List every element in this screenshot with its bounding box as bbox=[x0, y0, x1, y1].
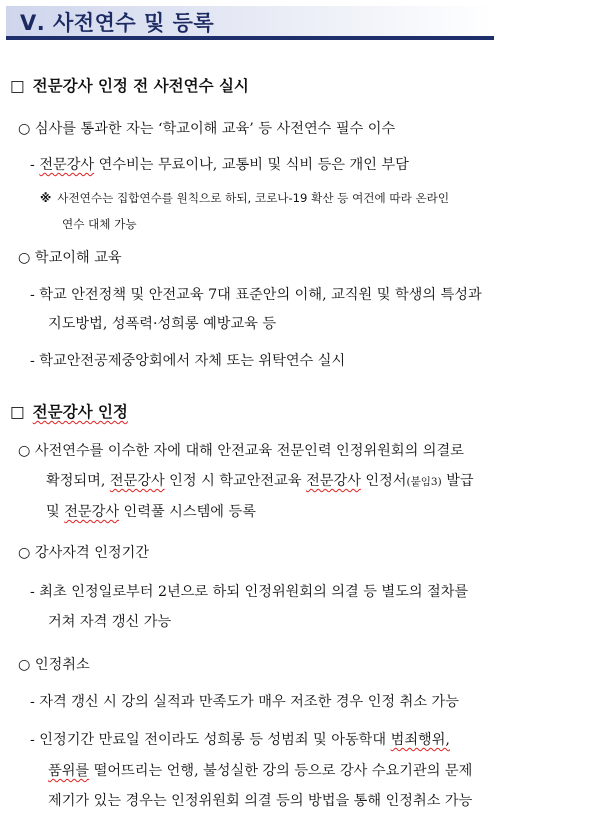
attachment-ref: (붙임3) bbox=[406, 476, 442, 488]
dash-item-training-host: - 학교안전공제중앙회에서 자체 또는 위탁연수 실시 bbox=[30, 353, 346, 369]
section-banner bbox=[6, 6, 494, 40]
circle-item-confirmation-l2: 확정되며, 전문강사 인정 시 학교안전교육 전문강사 인정서(붙임3) 발급 bbox=[46, 473, 474, 489]
heading-text: 전문강사 인정 bbox=[32, 403, 128, 421]
heading-certification bbox=[10, 400, 128, 422]
dash-item-misconduct: - 인정기간 만료일 전이라도 성희롱 등 성범죄 및 아동학대 범죄행위, bbox=[30, 732, 450, 748]
checkbox-bullet: □ bbox=[10, 403, 25, 421]
dash-item-training-cost: - 전문강사 연수비는 무료이나, 교통비 및 식비 등은 개인 부담 bbox=[30, 157, 409, 173]
note-online-substitute: ※ 사전연수는 집합연수를 원칙으로 하되, 코로나-19 확산 등 여건에 따라 온라인 bbox=[40, 191, 450, 205]
term-lecturer: 전문강사 bbox=[39, 157, 95, 173]
dash-item-misconduct-l2: 품위를 떨어뜨리는 언행, 불성실한 강의 등으로 강사 수요기관의 문제 bbox=[48, 763, 473, 779]
dash-item-low-rating: - 자격 갱신 시 강의 실적과 만족도가 매우 저조한 경우 인정 취소 가능 bbox=[30, 694, 459, 710]
reference-mark: ※ bbox=[40, 191, 52, 205]
circle-item-confirmation: ○ 사전연수를 이수한 자에 대해 안전교육 전문인력 인정위원회의 의결로 bbox=[18, 443, 464, 459]
heading-text: 전문강사 인정 전 사전연수 실시 bbox=[32, 77, 249, 95]
note-continued: 연수 대체 가능 bbox=[62, 217, 137, 231]
section-title: Ⅴ. 사전연수 및 등록 bbox=[20, 11, 215, 35]
dash-item-edu-contents: - 학교 안전정책 및 안전교육 7대 표준안의 이해, 교직원 및 학생의 특성과 bbox=[30, 287, 482, 303]
circle-item-confirmation-l3: 및 전문강사 인력풀 시스템에 등록 bbox=[46, 504, 256, 520]
circle-item-validity-period: ○ 강사자격 인정기간 bbox=[18, 545, 150, 561]
dash-item-edu-contents-cont: 지도방법, 성폭력·성희롱 예방교육 등 bbox=[48, 316, 277, 332]
circle-item-revocation: ○ 인정취소 bbox=[18, 657, 90, 673]
circle-item-school-edu: ○ 학교이해 교육 bbox=[18, 250, 122, 266]
checkbox-bullet: □ bbox=[10, 77, 25, 95]
heading-pretraining bbox=[10, 74, 249, 96]
dash-item-validity: - 최초 인정일로부터 2년으로 하되 인정위원회의 의결 등 별도의 절차를 bbox=[30, 584, 469, 600]
dash-item-misconduct-l3: 제기가 있는 경우는 인정위원회 의결 등의 방법을 통해 인정취소 가능 bbox=[48, 793, 473, 809]
dash-item-validity-cont: 거쳐 자격 갱신 가능 bbox=[48, 614, 172, 630]
circle-item-required-training: ○ 심사를 통과한 자는 ‘학교이해 교육’ 등 사전연수 필수 이수 bbox=[18, 121, 396, 137]
